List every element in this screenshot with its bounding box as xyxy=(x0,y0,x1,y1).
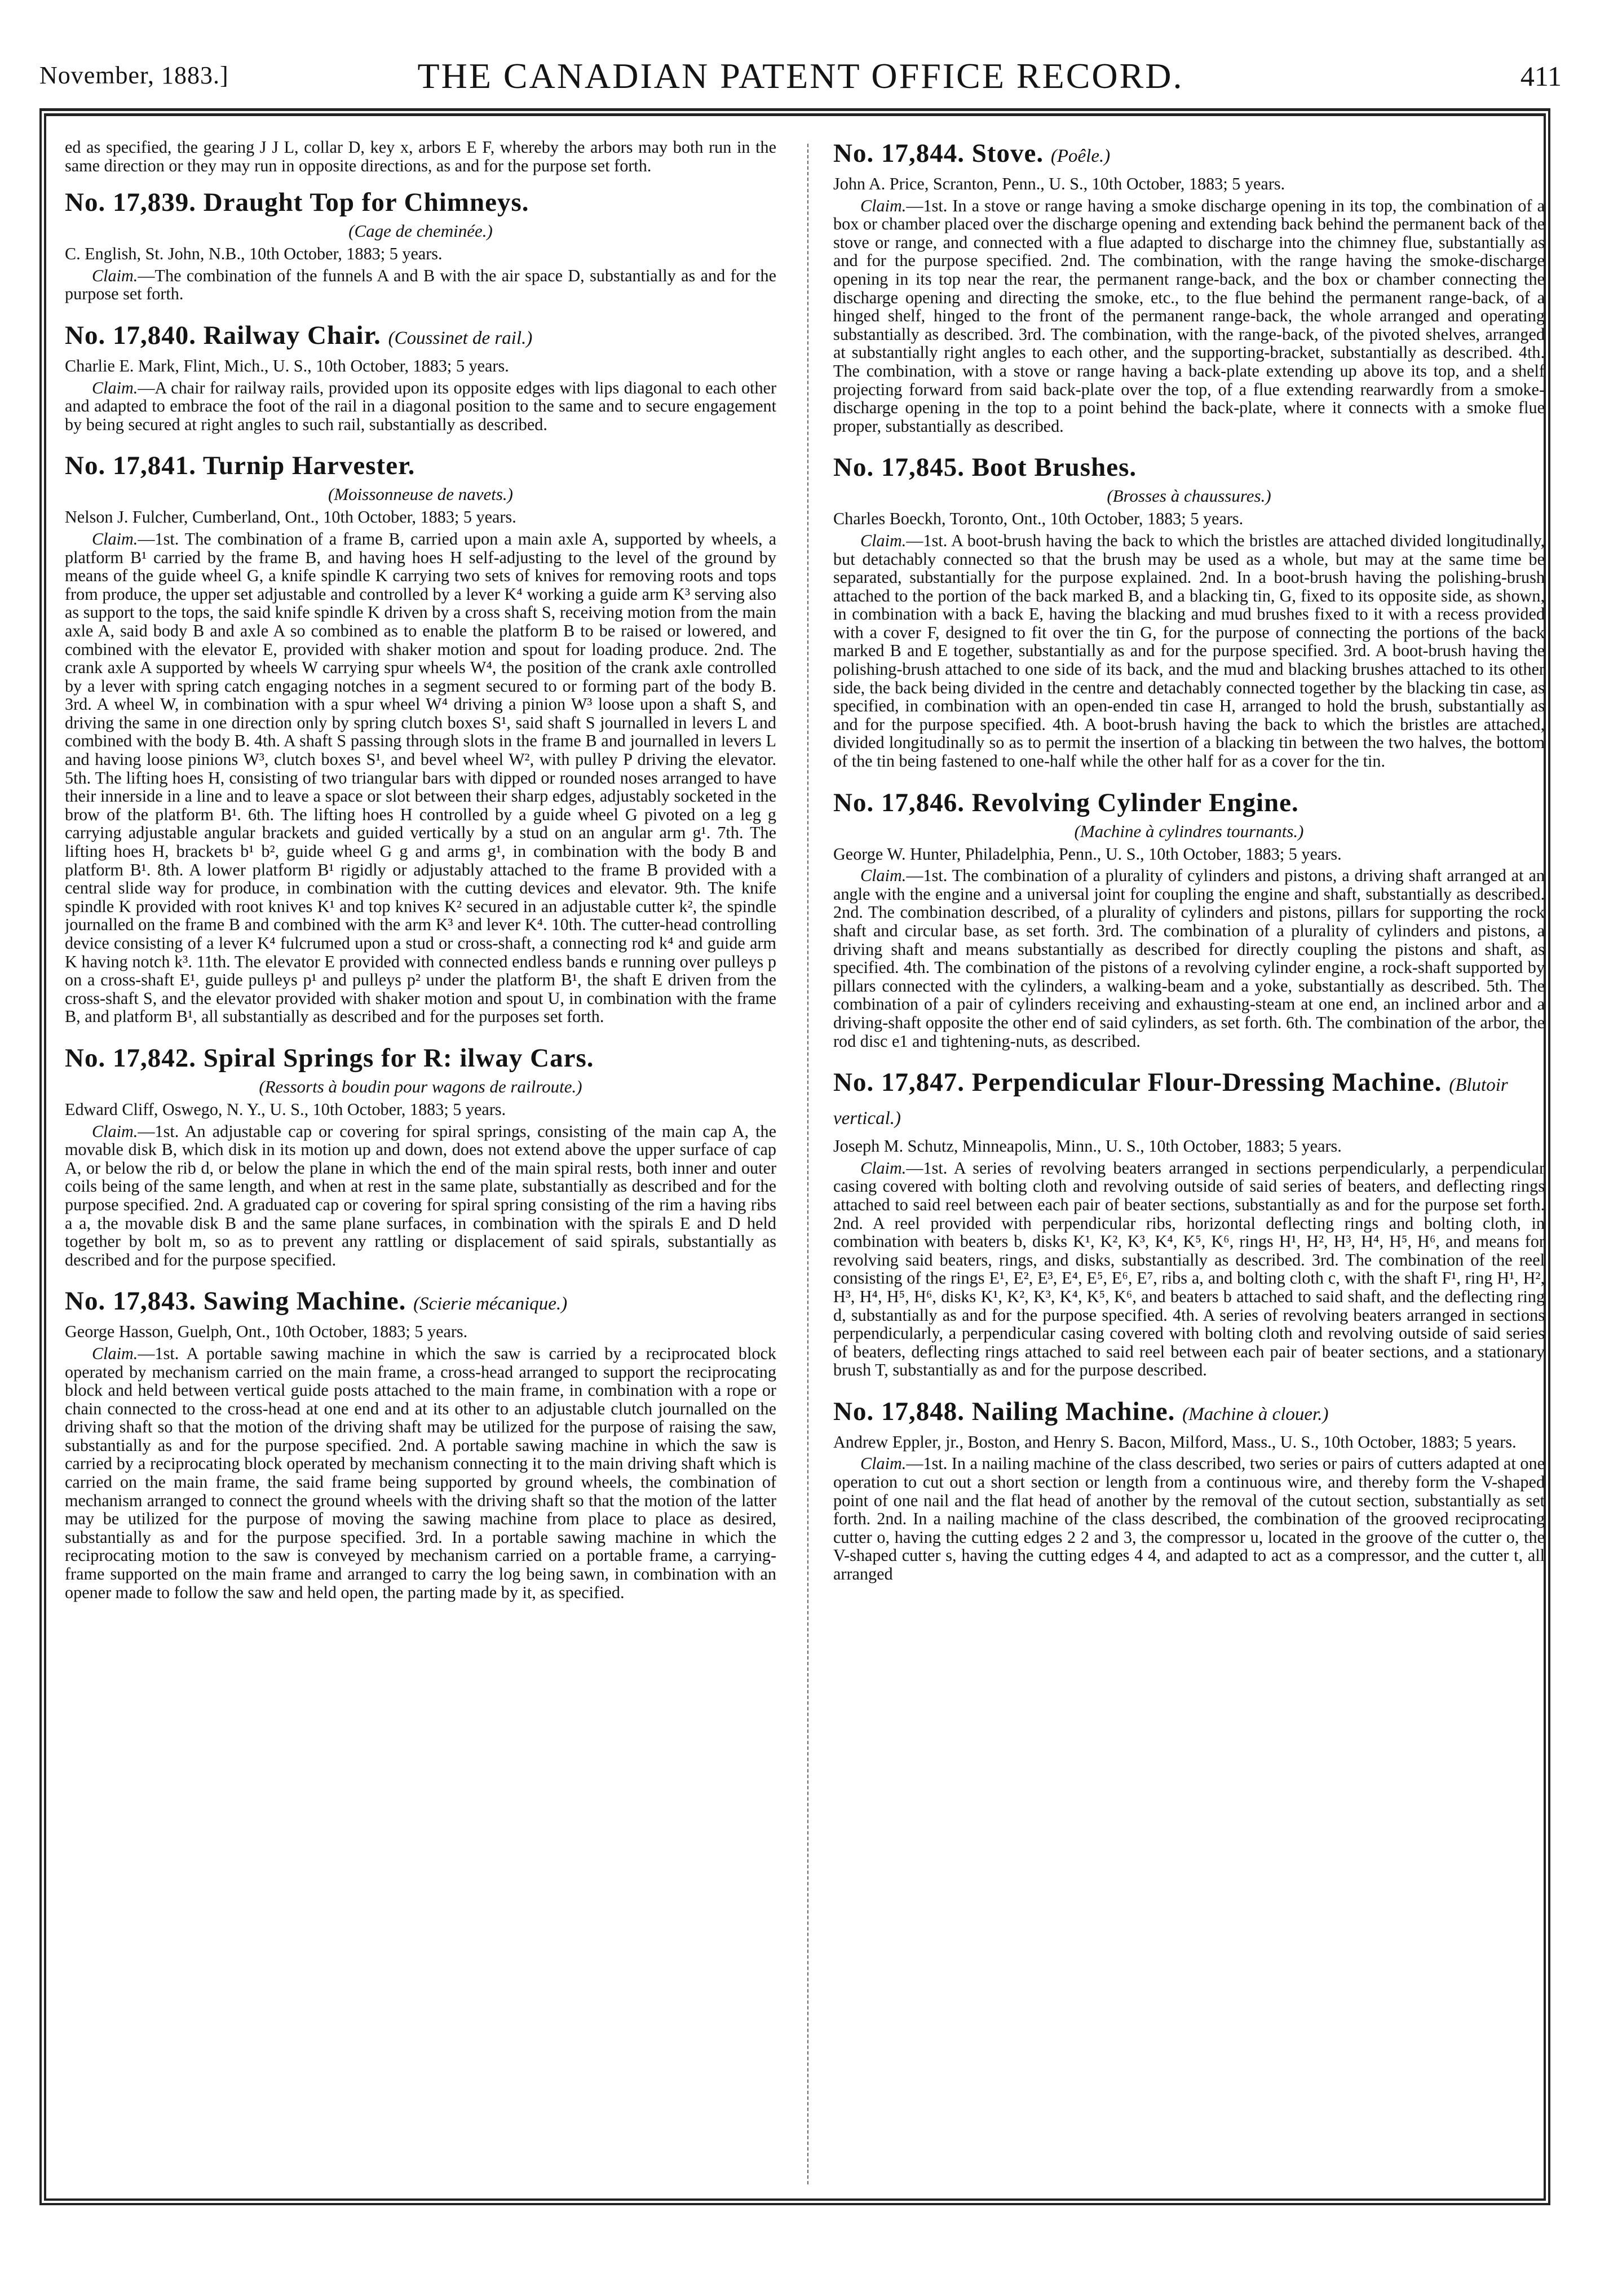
patent-entry-17845 xyxy=(833,452,1545,770)
claim-body: —A chair for railway rails, provided upon its opposite edges with lips diagonal to each other and adapted to embrace the foot of the rail in a diagonal position to the same and to secure engagement by being secured at right angles to such rail, substantially as described. xyxy=(65,378,776,434)
claim-body: —1st. The combination of a plurality of cylinders and pistons, a driving shaft arranged at an angle with the engine and a universal joint for coupling the engine and shaft, substantially as described. 2nd. The combination described, of a plurality of cylinders and pistons, pillars for supporting the rock shaft and circular base, as set forth. 3rd. The combination of a plurality of cylinders and pistons, a driving shaft and means substantially as described for directly coupling the pistons and shaft, as specified. 4th. The combination of the pistons of a revolving cylinder engine, a rock-shaft supported by pillars connected with the cylinders, a walking-beam and a yoke, substantially as described. 5th. The combination of a pair of cylinders receiving and exhausting-steam at one end, an inclined arbor and a driving-shaft opposite the other end of said cylinders, as set forth. 6th. The combination of the arbor, the rod disc e1 and tightening-nuts, as described. xyxy=(833,866,1545,1051)
patentee-line: Edward Cliff, Oswego, N. Y., U. S., 10th October, 1883; 5 years. xyxy=(65,1099,506,1119)
claim-label: Claim. xyxy=(92,378,138,397)
patent-number: No. 17,846. xyxy=(833,788,965,817)
patent-entry-17842 xyxy=(65,1043,776,1269)
patent-number: No. 17,839. xyxy=(65,188,196,218)
french-title: (Blutoir vertical.) xyxy=(833,1075,1508,1129)
patent-number: No. 17,841. xyxy=(65,451,196,481)
patentee-line: Charlie E. Mark, Flint, Mich., U. S., 10th October, 1883; 5 years. xyxy=(65,356,509,375)
patentee-line: Charles Boeckh, Toronto, Ont., 10th October, 1883; 5 years. xyxy=(833,509,1244,529)
claim-body: —1st. The combination of a frame B, carried upon a main axle A, supported by wheels, a platform B¹ carried by the frame B, and having hoes H self-adjusting to the level of the ground by means of the guide wheel G, a knife spindle K carrying two sets of knives for removing roots and tops from produce, the upper set adjustable and controlled by a lever K⁴ working a guide arm K³ serving also as support to the tops, the said knife spindle K driven by a cross shaft S, receiving motion from the main axle A, said body B and axle A so combined as to enable the platform B to be raised or lowered, and combined with the elevator E, provided with shaker motion and spout for loading produce. 2nd. The crank axle A supported by wheels W carrying spur wheels W⁴, the position of the crank axle controlled by a lever with spring catch engaging notches in a segment secured to or forming part of the body B. 3rd. A wheel W, in combination with a spur wheel W⁴ driving a pinion W³ loose upon a shaft S, and driving the same in one direction only by spring clutch boxes S¹, said shaft S journalled in levers L and combined with the body B. 4th. A shaft S passing through slots in the frame B and journalled in levers L and having loose pinions W³, clutch boxes S¹, and bevel wheel W², with pulley P driving the elevator. 5th. The lifting hoes H, consisting of two triangular bars with dipped or rounded noses arranged to have their innerside in a line and to leave a space or slot between their sharp edges, adjustably socketed in the brow of the platform B¹. 6th. The lifting hoes H controlled by a guide wheel G pivoted on a leg g carrying adjustable angular brackets and guided vertically by a stud on an angular arm g¹. 7th. The lifting hoes H, brackets b¹ b², guide wheel G g and arms g¹, in combination with the body B and platform B¹. 8th. A lower platform B¹ rigidly or adjustably attached to the frame B provided with a central slide way for produce, in combination with the cutting devices and elevator. 9th. The knife spindle K provided with root knives K¹ and top knives K² secured in an adjustable cutter k², the spindle journalled on the frame B and combined with the arm K³ and lever K⁴. 10th. The cutter-head controlling device consisting of a lever K⁴ fulcrumed upon a stud or cross-shaft, a connecting rod k⁴ and guide arm K having notch k³. 11th. The elevator E provided with connected endless bands e running over pulleys p on a cross-shaft E¹, guide pulleys p¹ and pulleys p² under the platform B¹, the shaft E driven from the cross-shaft S, and the elevator provided with shaker motion and spout U, in combination with the frame B, and platform B¹, all substantially as described and for the purposes set forth. xyxy=(65,529,776,1027)
patent-title: Nailing Machine. xyxy=(971,1396,1175,1426)
entry-heading xyxy=(833,138,1545,171)
entry-heading xyxy=(65,1286,776,1319)
french-title: (Brosses à chaussures.) xyxy=(1107,486,1271,506)
entry-heading xyxy=(65,320,776,353)
patent-number: No. 17,845. xyxy=(833,453,965,483)
patent-title: Perpendicular Flour-Dressing Machine. xyxy=(971,1068,1442,1098)
claim-body: —1st. In a nailing machine of the class described, two series or pairs of cutters adapted at one operation to cut out a short section or length from a continuous wire, and thereby form the V-shaped point of one nail and the flat head of another by the removal of the cutout section, substantially as set forth. 2nd. In a nailing machine of the class described, the combination of the grooved reciprocating cutter o, having the cutting edges 2 2 and 3, the compressor u, located in the groove of the cutter o, the V-shaped cutter s, having the cutting edges 4 4, and adapted to act as a compressor, and the cutter t, all arranged xyxy=(833,1454,1545,1584)
patent-entry-17841 xyxy=(65,450,776,1026)
entry-heading xyxy=(65,450,776,481)
patent-entry-17848 xyxy=(833,1396,1545,1583)
patent-entry-17846 xyxy=(833,788,1545,1051)
claim-text xyxy=(65,530,776,1026)
patentee-line: George W. Hunter, Philadelphia, Penn., U. S., 10th October, 1883; 5 years. xyxy=(833,844,1342,864)
patent-entry-17840 xyxy=(65,320,776,433)
french-title: (Cage de cheminée.) xyxy=(348,221,493,241)
claim-text xyxy=(833,197,1545,436)
patent-number: No. 17,844. xyxy=(833,139,965,168)
claim-label: Claim. xyxy=(92,1121,138,1141)
entry-heading xyxy=(65,1043,776,1073)
french-title: (Moissonneuse de navets.) xyxy=(328,484,513,505)
entry-heading xyxy=(65,187,776,218)
patent-title: Spiral Springs for R: ilway Cars. xyxy=(203,1043,594,1073)
patent-number: No. 17,840. xyxy=(65,320,196,350)
page-header xyxy=(39,55,1562,109)
patent-number: No. 17,843. xyxy=(65,1286,196,1316)
patent-title: Draught Top for Chimneys. xyxy=(203,188,529,218)
entry-heading xyxy=(833,452,1545,483)
entry-heading xyxy=(833,1067,1545,1134)
claim-text xyxy=(65,1122,776,1269)
patent-entry-17844 xyxy=(833,138,1545,435)
entry-heading xyxy=(833,1396,1545,1430)
entry-heading xyxy=(833,788,1545,818)
column-divider xyxy=(807,144,810,2184)
claim-label: Claim. xyxy=(92,529,138,548)
claim-text xyxy=(833,866,1545,1050)
claim-text xyxy=(65,1344,776,1602)
claim-body: —The combination of the funnels A and B with the air space D, substantially as and for the purpose set forth. xyxy=(65,266,776,304)
claim-body: —1st. A boot-brush having the back to which the bristles are attached divided longitudinally, but detachably connected so that the brush may be used as a whole, but may at the same time be separated, substantially for the purpose explained. 2nd. In a boot-brush having the polishing-brush attached to the portion of the back marked B, and a blacking tin, G, fixed to its opposite side, as shown, in combination with a back E, having the blacking and mud brushes fixed to it with a recess provided with a cover F, designed to fit over the tin G, for the purpose of connecting the portions of the back marked B and E together, substantially as and for the purpose specified. 3rd. A boot-brush having the polishing-brush attached to one side of its back, and the mud and blacking brushes attached to its other side, the back being divided in the centre and detachably connected together by the blacking tin case, as specified, in combination with an open-ended tin case H, arranged to hold the brush, substantially as and for the purpose specified. 4th. A boot-brush having the back to which the bristles are attached, divided longitudinally so as to permit the insertion of a blacking tin between the two halves, the bottom of the tin being fastened to one-half while the other half for as a cover for the tin. xyxy=(833,530,1545,771)
left-column xyxy=(65,138,776,2187)
claim-text xyxy=(833,532,1545,771)
patent-title: Sawing Machine. xyxy=(203,1286,406,1316)
page-number: 411 xyxy=(1520,60,1562,92)
patent-entry-17847 xyxy=(833,1067,1545,1379)
claim-text xyxy=(833,1454,1545,1583)
patentee-line: C. English, St. John, N.B., 10th October, 1883; 5 years. xyxy=(65,244,443,264)
patent-entry-17843 xyxy=(65,1286,776,1602)
patent-entry-17839 xyxy=(65,187,776,303)
french-title: (Ressorts à boudin pour wagons de railroute.) xyxy=(259,1076,582,1096)
claim-body: —1st. An adjustable cap or covering for spiral springs, consisting of the main cap A, the movable disk B, which disk in its motion up and down, does not extend above the upper surface of cap A, or below the rib d, or below the plane in which the end of the main spiral rests, both inner and outer coils being of the same length, and when at rest in the same plate, substantially as described and for the purpose specified. 2nd. A graduated cap or covering for spiral spring consisting of the rim a having ribs a a, the movable disk B and the same plane surfaces, in combination with the spirals E and D held together by bolt m, so as to prevent any rattling or displacement of said spirals, substantially as described and for the purpose specified. xyxy=(65,1121,776,1269)
claim-label: Claim. xyxy=(860,196,907,215)
french-title: (Machine à clouer.) xyxy=(1182,1404,1329,1425)
patent-number: No. 17,848. xyxy=(833,1396,965,1426)
claim-text xyxy=(65,267,776,303)
claim-body: —1st. A portable sawing machine in which the saw is carried by a reciprocated block operated by mechanism carried on the main frame, a cross-head arranged to support the reciprocating block and held between vertical guide posts attached to the main frame, in combination with a rope or chain connected to the cross-head at one end and at its other to an adjustable clutch journalled on the driving shaft so that the motion of the driving shaft may be utilized for the purpose of raising the saw, substantially as and for the purpose specified. 2nd. A portable sawing machine in which the saw is carried by a reciprocating block operated by mechanism connecting it to the main driving shaft which is carried on the main frame, the said frame being supported by ground wheels, the combination of mechanism arranged to connect the ground wheels with the driving shaft so that the motion of the latter may be utilized for the purpose of moving the sawing machine from place to place as desired, substantially as and for the purpose specified. 3rd. In a portable sawing machine in which the reciprocating motion to the saw is conveyed by mechanism carried on a portable frame, a carrying-frame supported on the main frame and arranged to carry the log being sawn, in combination with an opener made to follow the saw and held open, the parting made by it, as specified. xyxy=(65,1343,776,1602)
claim-label: Claim. xyxy=(860,1454,907,1474)
patent-title: Turnip Harvester. xyxy=(202,451,415,481)
claim-label: Claim. xyxy=(860,530,907,550)
claim-label: Claim. xyxy=(92,266,138,285)
french-title: (Scierie mécanique.) xyxy=(413,1294,568,1315)
french-title: (Machine à cylindres tournants.) xyxy=(1074,821,1304,841)
patent-number: No. 17,847. xyxy=(833,1068,965,1098)
claim-text xyxy=(833,1159,1545,1379)
french-title: (Coussinet de rail.) xyxy=(388,328,533,348)
patent-title: Railway Chair. xyxy=(203,320,381,350)
patent-title: Revolving Cylinder Engine. xyxy=(971,788,1299,817)
journal-title: THE CANADIAN PATENT OFFICE RECORD. xyxy=(417,56,1184,96)
claim-body: —1st. A series of revolving beaters arranged in sections perpendicularly, a perpendicular casing covered with bolting cloth and revolving outside of said series of beaters, and deflecting rings attached to said reel between each pair of beater sections, substantially as and for the purpose set forth. 2nd. A reel provided with perpendicular ribs, horizontal deflecting rings and bolting cloth, in combination with beaters b, disks K¹, K², K³, K⁴, K⁵, K⁶, rings H¹, H², H³, H⁴, H⁵, H⁶, and means for revolving said beaters, rings, and disks, substantially as described. 3rd. The combination of the reel consisting of the rings E¹, E², E³, E⁴, E⁵, E⁶, E⁷, ribs a, and bolting cloth c, with the shaft F¹, ring H¹, H², H³, H⁴, H⁵, H⁶, disks K¹, K², K³, K⁴, K⁵, K⁶, and beaters b attached to said shaft, and the deflecting ring d, substantially as and for the purpose specified. 4th. A series of revolving beaters arranged in sections perpendicularly, a perpendicular casing covered with bolting cloth and revolving outside of said series of beaters, deflecting rings attached to said reel between each pair of beater sections, and a stationary brush T, substantially as and for the purpose described. xyxy=(833,1158,1545,1380)
claim-text xyxy=(65,379,776,434)
claim-label: Claim. xyxy=(92,1343,138,1363)
claim-label: Claim. xyxy=(860,1158,907,1178)
continuation-text: ed as specified, the gearing J J L, collar D, key x, arbors E F, whereby the arbors may both run in the same direction or they may run in opposite directions, as and for the purpose set forth. xyxy=(65,138,776,175)
patent-title: Boot Brushes. xyxy=(971,453,1137,483)
claim-label: Claim. xyxy=(860,866,907,886)
patentee-line: John A. Price, Scranton, Penn., U. S., 10th October, 1883; 5 years. xyxy=(833,174,1285,193)
patentee-line: Nelson J. Fulcher, Cumberland, Ont., 10th October, 1883; 5 years. xyxy=(65,507,516,527)
header-date: November, 1883.] xyxy=(39,61,229,89)
claim-body: —1st. In a stove or range having a smoke discharge opening in its top, the combination of a box or chamber placed over the discharge opening and extending back behind the permanent back of the stove or range, and connected with a flue adapted to discharge into the chimney flue, substantially as and for the purpose specified. 2nd. The combination, with the range having the smoke-discharge opening in its top near the rear, the permanent range-back, and the box or chamber connecting the discharge opening and directing the smoke, etc., to the flue behind the permanent range-back, of a hinged shelf, hinged to the front of the permanent range-back, the whole arranged and operating substantially as described. 3rd. The combination, with the range-back, of the pivoted shelves, arranged at substantially right angles to each other, and the supporting-bracket, substantially as described. 4th. The combination, with a stove or range having a back-plate extending up above its top, and a shelf projecting forward from said back-plate over the top, of a flue extending rearwardly from a smoke-discharge opening in the top to a point behind the back-plate, where it connects with a smoke flue proper, substantially as described. xyxy=(833,196,1545,436)
french-title: (Poêle.) xyxy=(1050,146,1111,166)
patentee-line: Andrew Eppler, jr., Boston, and Henry S. Bacon, Milford, Mass., U. S., 10th October, 1883; 5 years. xyxy=(833,1432,1517,1452)
patent-number: No. 17,842. xyxy=(65,1043,196,1073)
patentee-line: Joseph M. Schutz, Minneapolis, Minn., U. S., 10th October, 1883; 5 years. xyxy=(833,1136,1342,1156)
patentee-line: George Hasson, Guelph, Ont., 10th October, 1883; 5 years. xyxy=(65,1322,468,1342)
right-column xyxy=(833,138,1545,2187)
patent-title: Stove. xyxy=(971,139,1044,168)
